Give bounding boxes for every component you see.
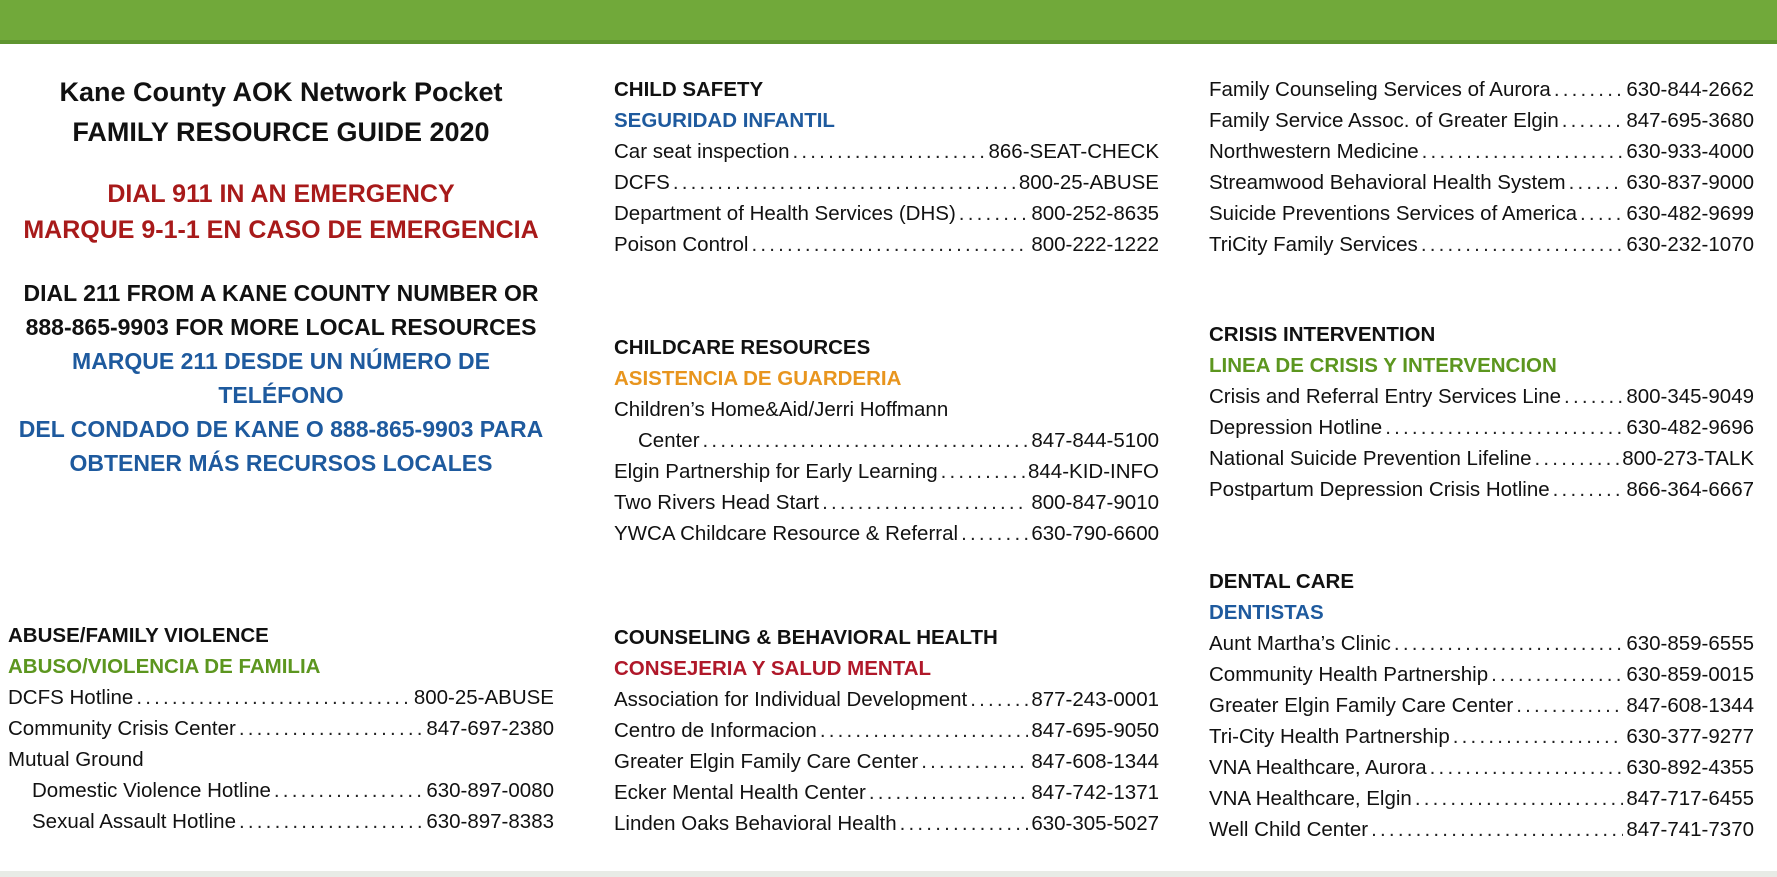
dot-leader xyxy=(941,456,1025,487)
resource-phone: 847-717-6455 xyxy=(1626,787,1754,810)
dial-211-notice-en xyxy=(8,276,554,344)
green-header-band xyxy=(0,0,1777,44)
column-left xyxy=(8,72,554,833)
resource-phone: 630-377-9277 xyxy=(1626,725,1754,748)
section-title: ABUSE/FAMILY VIOLENCE xyxy=(8,624,269,647)
resource-entry xyxy=(1209,721,1754,752)
dot-leader xyxy=(1580,198,1623,229)
resource-phone: 866-SEAT-CHECK xyxy=(988,140,1159,163)
resource-entry xyxy=(614,425,1159,456)
dot-leader xyxy=(1421,229,1624,260)
dot-leader xyxy=(751,229,1028,260)
resource-phone: 630-482-9699 xyxy=(1626,202,1754,225)
resource-phone: 630-892-4355 xyxy=(1626,756,1754,779)
section-child-safety xyxy=(614,74,1159,260)
resource-name: Suicide Preventions Services of America xyxy=(1209,202,1578,225)
resource-name: Crisis and Referral Entry Services Line xyxy=(1209,385,1562,408)
resource-phone: 630-790-6600 xyxy=(1031,522,1159,545)
section-dental xyxy=(1209,566,1754,845)
resource-entry xyxy=(614,136,1159,167)
resource-phone: 630-897-8383 xyxy=(426,810,554,833)
dot-leader xyxy=(1385,412,1623,443)
section-subtitle: LINEA DE CRISIS Y INTERVENCION xyxy=(1209,354,1557,377)
dot-leader xyxy=(1564,381,1623,412)
dial-211-es-line-2: DEL CONDADO DE KANE O 888-865-9903 PARA xyxy=(18,416,544,442)
resource-name: Poison Control xyxy=(614,233,749,256)
resource-entry xyxy=(1209,443,1754,474)
resource-entry xyxy=(614,808,1159,839)
resource-name: TriCity Family Services xyxy=(1209,233,1418,256)
dot-leader xyxy=(792,136,985,167)
guide-title xyxy=(8,72,554,152)
resource-phone: 630-897-0080 xyxy=(426,779,554,802)
section-subtitle: SEGURIDAD INFANTIL xyxy=(614,109,835,132)
resource-name: Centro de Informacion xyxy=(614,719,817,742)
resource-entry xyxy=(1209,198,1754,229)
resource-phone: 800-345-9049 xyxy=(1626,385,1754,408)
resource-name-line: Children’s Home&Aid/Jerri Hoffmann xyxy=(614,398,949,421)
section-subtitle: CONSEJERIA Y SALUD MENTAL xyxy=(614,657,932,680)
resource-name: Domestic Violence Hotline xyxy=(32,779,271,802)
resource-name: Postpartum Depression Crisis Hotline xyxy=(1209,478,1550,501)
dot-leader xyxy=(970,684,1028,715)
section-counseling-continued xyxy=(1209,74,1754,260)
resource-name: Greater Elgin Family Care Center xyxy=(1209,694,1514,717)
resource-entry xyxy=(1209,474,1754,505)
resource-name: Community Crisis Center xyxy=(8,717,236,740)
resource-name: National Suicide Prevention Lifeline xyxy=(1209,447,1532,470)
resource-name: Family Service Assoc. of Greater Elgin xyxy=(1209,109,1559,132)
dial-211-en-line-1: DIAL 211 FROM A KANE COUNTY NUMBER OR xyxy=(23,280,539,306)
resource-name: VNA Healthcare, Elgin xyxy=(1209,787,1412,810)
resource-name: Two Rivers Head Start xyxy=(614,491,820,514)
resource-phone: 866-364-6667 xyxy=(1626,478,1754,501)
resource-phone: 847-741-7370 xyxy=(1626,818,1754,841)
dot-leader xyxy=(239,806,423,837)
dot-leader xyxy=(1553,474,1624,505)
emergency-notice xyxy=(8,176,554,248)
resource-entry xyxy=(614,167,1159,198)
resource-entry xyxy=(614,487,1159,518)
dial-211-es-line-1: MARQUE 211 DESDE UN NÚMERO DE TELÉFONO xyxy=(72,348,490,408)
emergency-notice-en: DIAL 911 IN AN EMERGENCY xyxy=(107,180,455,208)
section-abuse xyxy=(8,620,554,837)
dot-leader xyxy=(1422,136,1624,167)
guide-title-line-1: Kane County AOK Network Pocket xyxy=(59,77,503,107)
resource-phone: 800-222-1222 xyxy=(1031,233,1159,256)
dot-leader xyxy=(1371,814,1623,845)
section-subtitle: ASISTENCIA DE GUARDERIA xyxy=(614,367,902,390)
dot-leader xyxy=(961,518,1028,549)
resource-entry xyxy=(1209,412,1754,443)
resource-phone: 847-608-1344 xyxy=(1626,694,1754,717)
dot-leader xyxy=(1415,783,1624,814)
section-subtitle: ABUSO/VIOLENCIA DE FAMILIA xyxy=(8,655,321,678)
dot-leader xyxy=(274,775,423,806)
resource-entry xyxy=(614,715,1159,746)
section-childcare xyxy=(614,332,1159,549)
resource-entry xyxy=(1209,229,1754,260)
resource-name: Family Counseling Services of Aurora xyxy=(1209,78,1551,101)
resource-entry xyxy=(614,456,1159,487)
dot-leader xyxy=(1535,443,1620,474)
resource-sub-entry xyxy=(8,806,554,837)
resource-name: Department of Health Services (DHS) xyxy=(614,202,956,225)
resource-entry xyxy=(614,518,1159,549)
section-subtitle: DENTISTAS xyxy=(1209,601,1324,624)
resource-name: Ecker Mental Health Center xyxy=(614,781,866,804)
resource-phone: 847-695-3680 xyxy=(1626,109,1754,132)
resource-entry xyxy=(1209,752,1754,783)
dot-leader xyxy=(136,682,411,713)
dot-leader xyxy=(239,713,424,744)
resource-entry xyxy=(1209,74,1754,105)
dial-211-es-line-3: OBTENER MÁS RECURSOS LOCALES xyxy=(69,450,493,476)
resource-name: Streamwood Behavioral Health System xyxy=(1209,171,1566,194)
resource-entry xyxy=(614,229,1159,260)
resource-name: Association for Individual Development xyxy=(614,688,968,711)
emergency-notice-es: MARQUE 9-1-1 EN CASO DE EMERGENCIA xyxy=(23,216,539,244)
guide-title-line-2: FAMILY RESOURCE GUIDE 2020 xyxy=(72,117,490,147)
section-crisis xyxy=(1209,319,1754,505)
resource-phone: 630-837-9000 xyxy=(1626,171,1754,194)
resource-name: DCFS xyxy=(614,171,670,194)
resource-phone: 847-697-2380 xyxy=(426,717,554,740)
dot-leader xyxy=(1554,74,1624,105)
section-title: CHILD SAFETY xyxy=(614,78,764,101)
resource-name: Center xyxy=(638,429,700,452)
resource-name: Sexual Assault Hotline xyxy=(32,810,236,833)
resource-phone: 630-859-0015 xyxy=(1626,663,1754,686)
resource-phone: 630-482-9696 xyxy=(1626,416,1754,439)
resource-name: Tri-City Health Partnership xyxy=(1209,725,1450,748)
resource-entry xyxy=(1209,659,1754,690)
resource-name: Greater Elgin Family Care Center xyxy=(614,750,919,773)
dot-leader xyxy=(921,746,1028,777)
section-title: CRISIS INTERVENTION xyxy=(1209,323,1436,346)
resource-entry xyxy=(614,777,1159,808)
resource-name: Northwestern Medicine xyxy=(1209,140,1419,163)
resource-phone: 847-742-1371 xyxy=(1031,781,1159,804)
resource-phone: 630-933-4000 xyxy=(1626,140,1754,163)
resource-phone: 800-25-ABUSE xyxy=(413,686,554,709)
dot-leader xyxy=(1491,659,1623,690)
resource-name: VNA Healthcare, Aurora xyxy=(1209,756,1427,779)
resource-name: Elgin Partnership for Early Learning xyxy=(614,460,938,483)
resource-phone: 630-844-2662 xyxy=(1626,78,1754,101)
dot-leader xyxy=(673,167,1016,198)
resource-name: Depression Hotline xyxy=(1209,416,1383,439)
resource-phone: 800-252-8635 xyxy=(1031,202,1159,225)
section-title: COUNSELING & BEHAVIORAL HEALTH xyxy=(614,626,998,649)
resource-name: Aunt Martha’s Clinic xyxy=(1209,632,1391,655)
resource-entry xyxy=(8,713,554,744)
dot-leader xyxy=(1516,690,1623,721)
resource-entry xyxy=(614,198,1159,229)
resource-phone: 877-243-0001 xyxy=(1031,688,1159,711)
resource-entry xyxy=(1209,381,1754,412)
resource-phone: 847-844-5100 xyxy=(1031,429,1159,452)
dot-leader xyxy=(1562,105,1624,136)
resource-entry xyxy=(1209,783,1754,814)
resource-name: Car seat inspection xyxy=(614,140,790,163)
dot-leader xyxy=(869,777,1029,808)
resource-phone: 800-273-TALK xyxy=(1622,447,1754,470)
page-bottom-edge xyxy=(0,871,1777,877)
dot-leader xyxy=(900,808,1029,839)
dot-leader xyxy=(820,715,1029,746)
dial-211-en-line-2: 888-865-9903 FOR MORE LOCAL RESOURCES xyxy=(25,314,537,340)
resource-phone: 800-25-ABUSE xyxy=(1018,171,1159,194)
resource-entry xyxy=(1209,105,1754,136)
dot-leader xyxy=(703,425,1029,456)
dot-leader xyxy=(822,487,1028,518)
resource-entry xyxy=(1209,628,1754,659)
resource-phone: 630-859-6555 xyxy=(1626,632,1754,655)
resource-phone: 630-305-5027 xyxy=(1031,812,1159,835)
resource-phone: 847-608-1344 xyxy=(1031,750,1159,773)
resource-name: Linden Oaks Behavioral Health xyxy=(614,812,897,835)
resource-group-label: Mutual Ground xyxy=(8,748,144,771)
resource-entry xyxy=(614,684,1159,715)
resource-entry xyxy=(1209,136,1754,167)
resource-sub-entry xyxy=(8,775,554,806)
dot-leader xyxy=(1569,167,1624,198)
resource-name: Well Child Center xyxy=(1209,818,1369,841)
section-counseling xyxy=(614,622,1159,839)
dial-211-notice-es xyxy=(8,344,554,480)
resource-name: DCFS Hotline xyxy=(8,686,134,709)
resource-entry xyxy=(614,746,1159,777)
resource-phone: 800-847-9010 xyxy=(1031,491,1159,514)
dot-leader xyxy=(1430,752,1624,783)
resource-name: YWCA Childcare Resource & Referral xyxy=(614,522,959,545)
resource-entry xyxy=(1209,167,1754,198)
section-title: DENTAL CARE xyxy=(1209,570,1355,593)
resource-entry xyxy=(1209,690,1754,721)
section-title: CHILDCARE RESOURCES xyxy=(614,336,871,359)
resource-phone: 844-KID-INFO xyxy=(1028,460,1159,483)
dot-leader xyxy=(959,198,1029,229)
resource-entry xyxy=(1209,814,1754,845)
resource-entry xyxy=(8,682,554,713)
dot-leader xyxy=(1394,628,1623,659)
resource-phone: 847-695-9050 xyxy=(1031,719,1159,742)
dot-leader xyxy=(1453,721,1624,752)
resource-phone: 630-232-1070 xyxy=(1626,233,1754,256)
resource-name: Community Health Partnership xyxy=(1209,663,1489,686)
